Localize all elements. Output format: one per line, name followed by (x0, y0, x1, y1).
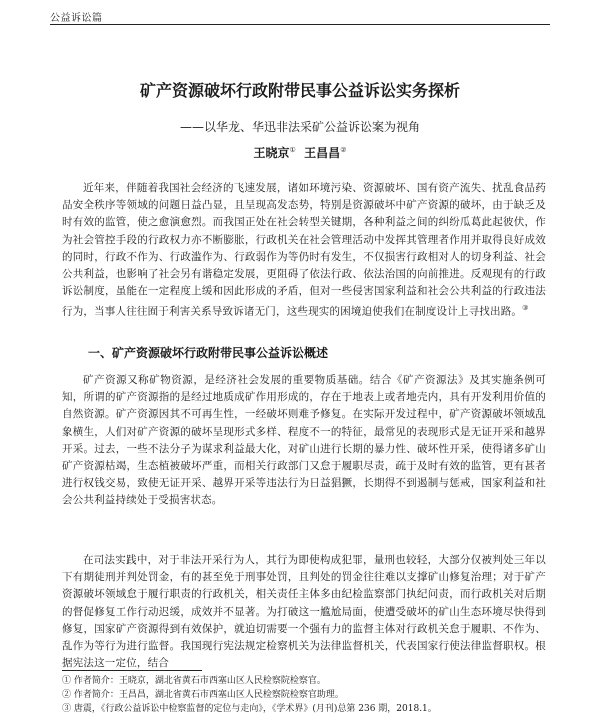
footnote-rule (62, 670, 202, 671)
section1-paragraph-1: 矿产资源又称矿物资源，是经济社会发展的重要物质基础。结合《矿产资源法》及其实施条例可知，所谓的矿产资源指的是经过地质成矿作用形成的，存在于地表上或者地壳内，具有开发利用价值的自然资源。矿产资源因其不可再生性，一经破坏则难予修复。在实际开发过程中，矿产资源破坏领域乱象横生，人们对矿产资源的破坏呈现形式多样、程度不一的特征，最常见的表现形式是无证开采和越界开采。过去，一些不法分子为谋求利益最大化，对矿山进行长期的暴力性、破坏性开采，使得诸多矿山矿产资源枯竭，生态植被破坏严重，而相关行政部门又怠于履职尽责，疏于及时有效的监管，更有甚者进行权钱交易，致使无证开采、越界开采等违法行为日益猖獗，长期得不到遏制与惩戒，国家利益和社会公共利益持续处于受损害状态。 (62, 374, 546, 507)
author-name-1: 王晓京 (253, 146, 290, 160)
author-line (0, 144, 600, 161)
paper-title: 矿产资源破坏行政附带民事公益诉讼实务探析 (139, 81, 460, 100)
header-rule (50, 24, 550, 25)
author-name-2: 王昌昌 (304, 146, 341, 160)
footnote-2: ② 作者简介：王昌昌，湖北省黄石市西塞山区人民检察院检察官助理。 (62, 690, 344, 700)
paper-subtitle: ——以华龙、华迅非法采矿公益诉讼案为视角 (179, 120, 420, 134)
running-head: 公益诉讼篇 (50, 13, 103, 24)
intro-note-mark: ③ (522, 304, 529, 313)
intro-paragraph (62, 180, 546, 321)
footnote-3: ③ 唐震，《行政公益诉讼中检察监督的定位与走向》，《学术界》(月刊)总第 236 期，2018.1。 (62, 704, 437, 714)
author-note-mark-2: ② (340, 146, 347, 154)
author-note-mark-1: ① (289, 146, 296, 154)
footnote-1: ① 作者简介：王晓京，湖北省黄石市西塞山区人民检察院检察官。 (62, 676, 326, 686)
section1-paragraph-2: 在司法实践中，对于非法开采行为人，其行为即使构成犯罪，量刑也较轻，大部分仅被判处三年以下有期徒刑并判处罚金，有的甚至免于刑事处罚，且判处的罚金往往难以支撑矿山修复治理；对于矿产资源破坏领域怠于履行职责的行政机关，相关责任主体多由纪检监察部门执纪问责，而行政机关对后期的督促修复工作行动迟缓，成效并不显著。为打破这一尴尬局面，使遭受破坏的矿山生态环境尽快得到修复，国家矿产资源得到有效保护，就迫切需要一个强有力的监督主体对行政机关怠于履职、不作为、乱作为等行为进行监督。我国现行宪法规定检察机关为法律监督机关，代表国家行使法律监督职权。根据宪法这一定位，结合 (62, 554, 546, 670)
footnotes (62, 674, 542, 716)
section-heading-1: 一、矿产资源破坏行政附带民事公益诉讼概述 (88, 346, 329, 360)
intro-text: 近年来，伴随着我国社会经济的飞速发展，诸如环境污染、资源破坏、国有资产流失、扰乱食品药品安全秩序等领域的问题日益凸显，且呈现高发态势，特别是资源破坏中矿产资源的破坏，由于缺乏及时有效的监管，使之愈演愈烈。而我国正处在社会转型关键期，各种利益之间的纠纷瓜葛此起彼伏，作为社会管控手段的行政权力亦不断膨胀，行政机关在社会管理活动中发挥其管理者作用并取得良好成效的同时，行政不作为、行政滥作为、行政弱作为等仍时有发生，不仅损害行政相对人的切身利益、社会公共利益，也影响了社会另有谐稳定发展，更阻碍了依法行政、依法治国的向前推进。反观现有的行政诉讼制度，虽能在一定程度上缓和因此形成的矛盾，但对一些侵害国家利益和社会公共利益的行政违法行为，当事人往往囿于利害关系导致诉诸无门，这些现实的困境迫使我们在制度设计上寻找出路。 (62, 182, 546, 318)
